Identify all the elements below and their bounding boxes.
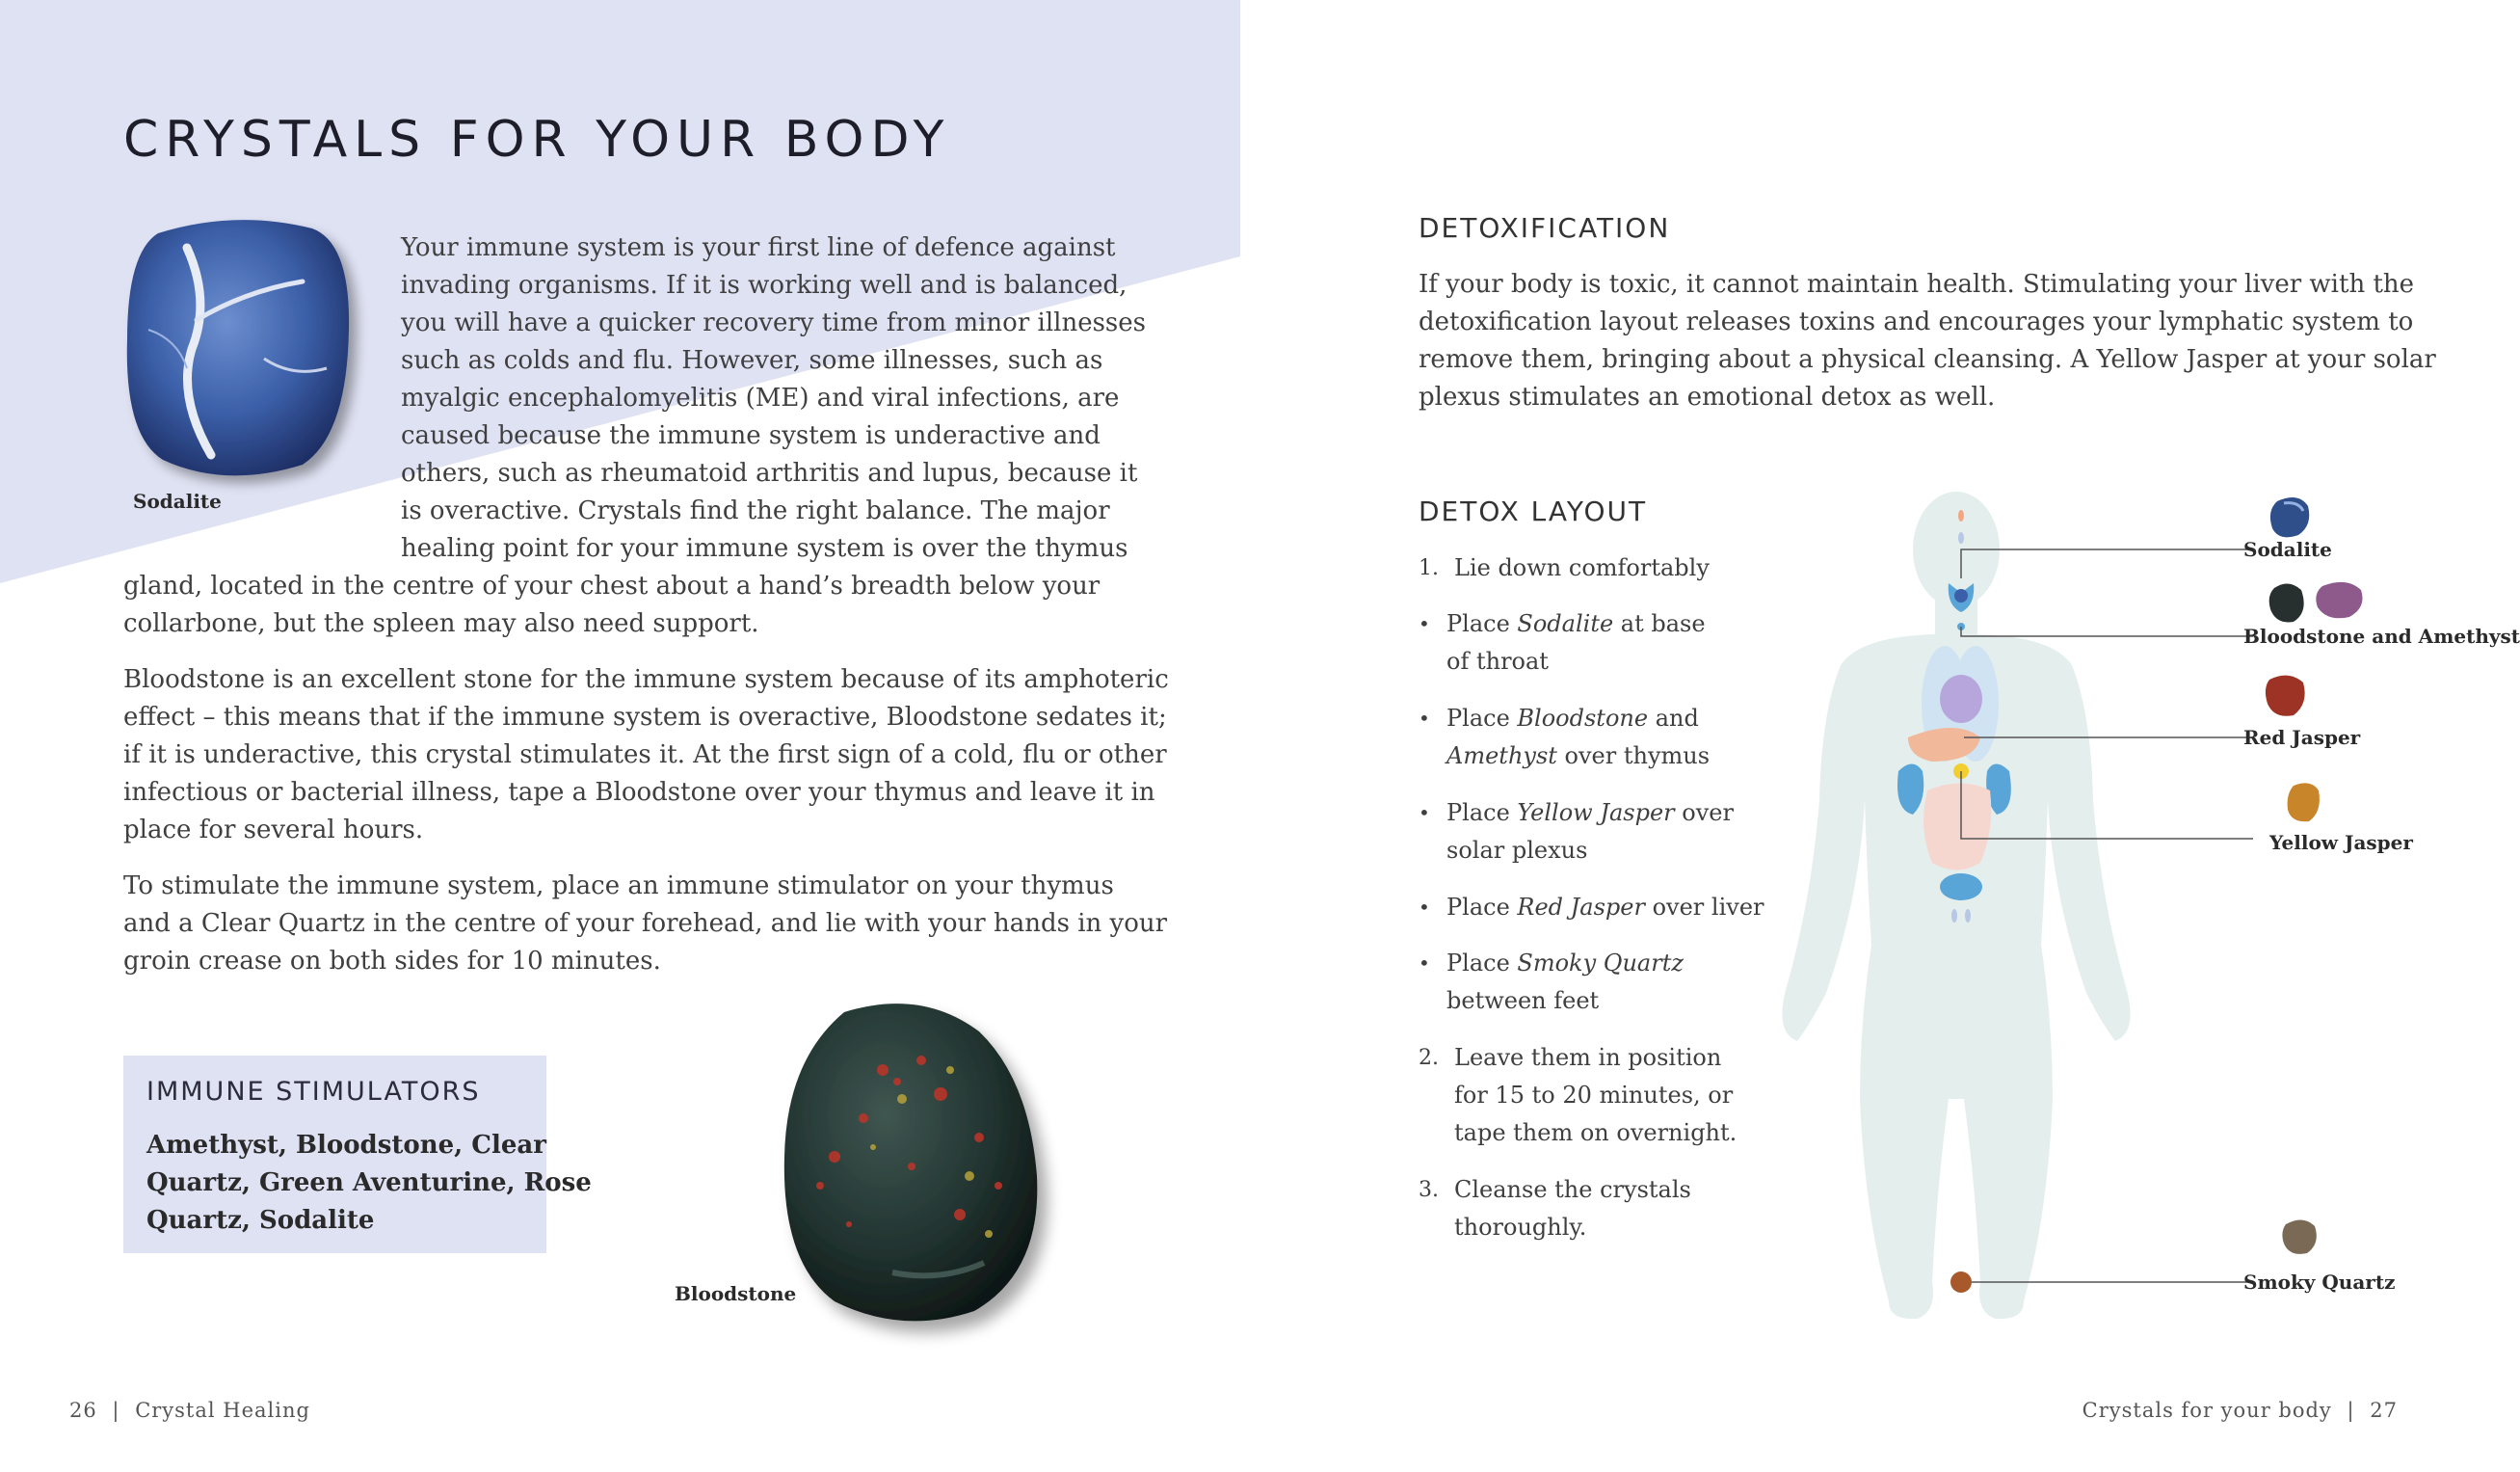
text: over thymus [1556, 742, 1711, 769]
bloodstone-leader-line [1961, 627, 2253, 636]
text-line: gland, located in the centre of your chest about a hand’s breadth below your [123, 572, 1101, 601]
intro-paragraph-full [123, 568, 1100, 643]
step-text: solar plexus [1446, 837, 1588, 864]
immune-stimulators-heading: IMMUNE STIMULATORS [146, 1077, 481, 1107]
text: Place [1446, 705, 1518, 732]
text-line: you will have a quicker recovery time from minor illnesses [401, 308, 1147, 337]
text-line: Quartz, Green Aventurine, Rose [146, 1168, 592, 1197]
bullet: • [1419, 612, 1430, 635]
mark [1958, 532, 1964, 544]
detoxification-paragraph [1419, 266, 2436, 416]
immune-stimulators-box [123, 1056, 592, 1253]
step-text [1446, 737, 1710, 775]
step-text: for 15 to 20 minutes, or [1454, 1082, 1734, 1109]
step-text: of throat [1446, 648, 1549, 675]
left-footer [69, 1399, 310, 1422]
text-line: is overactive. Crystals find the right balance. The major [401, 496, 1110, 525]
detoxification-heading: DETOXIFICATION [1419, 212, 1671, 244]
left-page [0, 0, 1233, 1472]
label-sodalite: Sodalite [2243, 538, 2332, 561]
step-text: Leave them in position [1454, 1044, 1722, 1071]
text: and [1648, 705, 1699, 732]
text-line: detoxification layout releases toxins and encourages your lymphatic system to [1419, 308, 2414, 336]
label-smoky-quartz: Smoky Quartz [2243, 1271, 2396, 1294]
text: Place [1446, 950, 1518, 977]
text-line: To stimulate the immune system, place an immune stimulator on your thymus [123, 871, 1114, 900]
text-line: infectious or bacterial illness, tape a Bloodstone over your thymus and leave it in [123, 778, 1155, 807]
text: over liver [1644, 894, 1764, 921]
smoky-quartz-marker [1950, 1271, 1972, 1293]
detox-body-diagram [1735, 482, 2467, 1350]
mark [1958, 510, 1964, 522]
bloodstone-stone-image [777, 993, 1066, 1340]
sodalite-leader-line [1961, 549, 2253, 578]
mark [1965, 909, 1971, 923]
stone-name: Yellow Jasper [1517, 799, 1675, 826]
right-page [1233, 0, 2520, 1472]
step-text [1446, 945, 1684, 982]
label-bloodstone-amethyst: Bloodstone and Amethyst [2243, 625, 2520, 648]
text: Place [1446, 894, 1518, 921]
step-text [1446, 889, 1764, 926]
text-line: and a Clear Quartz in the centre of your forehead, and lie with your hands in your [123, 909, 1168, 938]
text-line: myalgic encephalomyelitis (ME) and viral infections, are [401, 384, 1120, 413]
text-line: Your immune system is your first line of defence against [401, 233, 1116, 262]
text-line: groin crease on both sides for 10 minutes. [123, 947, 661, 976]
text-line: effect – this means that if the immune system is overactive, Bloodstone sedates it; [123, 703, 1167, 732]
stone-name: Smoky Quartz [1517, 950, 1684, 977]
intestines [1923, 784, 1991, 870]
text-line: plexus stimulates an emotional detox as well. [1419, 383, 1996, 412]
text: Place [1446, 610, 1518, 637]
smoky-quartz-crystal-icon [2282, 1219, 2316, 1253]
stone-name: Bloodstone [1517, 705, 1649, 732]
label-red-jasper: Red Jasper [2243, 726, 2361, 749]
stimulate-paragraph [123, 868, 1167, 980]
text-line: healing point for your immune system is over the thymus [401, 534, 1128, 563]
sodalite-stone-image [119, 214, 360, 484]
heart [1940, 675, 1982, 723]
page-title: CRYSTALS FOR YOUR BODY [123, 111, 951, 169]
yellow-jasper-crystal-icon [2288, 783, 2320, 821]
step-text: Lie down comfortably [1454, 554, 1710, 581]
stone-name: Red Jasper [1517, 894, 1645, 921]
text-line: if it is underactive, this crystal stimulates it. At the first sign of a cold, flu or other [123, 740, 1167, 769]
amethyst-crystal-icon [2316, 582, 2362, 618]
immune-stimulators-list [146, 1127, 592, 1240]
step-number: 2. [1419, 1046, 1439, 1070]
step-number: 1. [1419, 556, 1439, 580]
bullet: • [1419, 801, 1430, 824]
bloodstone-crystal-icon [2269, 583, 2304, 622]
text-line: others, such as rheumatoid arthritis and lupus, because it [401, 459, 1138, 488]
text-line: remove them, bringing about a physical cleansing. A Yellow Jasper at your solar [1419, 345, 2436, 374]
step-text: tape them on overnight. [1454, 1119, 1737, 1146]
step-text [1446, 605, 1706, 643]
detox-layout-heading: DETOX LAYOUT [1419, 495, 1648, 527]
step-text [1446, 794, 1734, 832]
step-text: Cleanse the crystals [1454, 1176, 1691, 1203]
text-line: Bloodstone is an excellent stone for the immune system because of its amphoteric [123, 665, 1169, 694]
bullet: • [1419, 896, 1430, 919]
footer-separator: | [112, 1399, 120, 1422]
detox-steps-list [1419, 549, 1765, 1244]
stone-name: Amethyst [1446, 742, 1557, 769]
sodalite-marker [1954, 589, 1968, 602]
bloodstone-caption: Bloodstone [675, 1282, 797, 1305]
text-line: such as colds and flu. However, some illnesses, such as [401, 346, 1103, 375]
stone-name: Sodalite [1517, 610, 1614, 637]
red-jasper-crystal-icon [2266, 676, 2305, 716]
left-page-number: 26 [69, 1399, 97, 1422]
text-line: If your body is toxic, it cannot maintain health. Stimulating your liver with the [1419, 270, 2415, 299]
footer-separator: | [2347, 1399, 2355, 1422]
step-number: 3. [1419, 1178, 1439, 1202]
text-line: Quartz, Sodalite [146, 1206, 375, 1235]
text: over [1674, 799, 1734, 826]
label-yellow-jasper: Yellow Jasper [2269, 831, 2413, 854]
bladder [1940, 873, 1982, 900]
bullet: • [1419, 951, 1430, 975]
body-silhouette [1782, 492, 2130, 1319]
text-line: collarbone, but the spleen may also need support. [123, 609, 759, 638]
text-line: invading organisms. If it is working well and is balanced, [401, 271, 1127, 300]
bloodstone-paragraph [123, 661, 1169, 849]
text: Place [1446, 799, 1518, 826]
step-text: thoroughly. [1454, 1214, 1587, 1241]
sodalite-caption: Sodalite [133, 490, 222, 513]
intro-paragraph-wrapped [401, 229, 1146, 568]
text-line: place for several hours. [123, 816, 424, 844]
step-text [1446, 700, 1699, 737]
step-text: between feet [1446, 987, 1600, 1014]
bullet: • [1419, 707, 1430, 730]
text: at base [1613, 610, 1706, 637]
mark [1951, 909, 1957, 923]
right-page-number: 27 [2370, 1399, 2398, 1422]
book-title: Crystal Healing [135, 1399, 310, 1422]
right-footer [2082, 1399, 2398, 1422]
text-line: caused because the immune system is underactive and [401, 421, 1101, 450]
text-line: Amethyst, Bloodstone, Clear [146, 1131, 546, 1160]
section-title: Crystals for your body [2082, 1399, 2332, 1422]
